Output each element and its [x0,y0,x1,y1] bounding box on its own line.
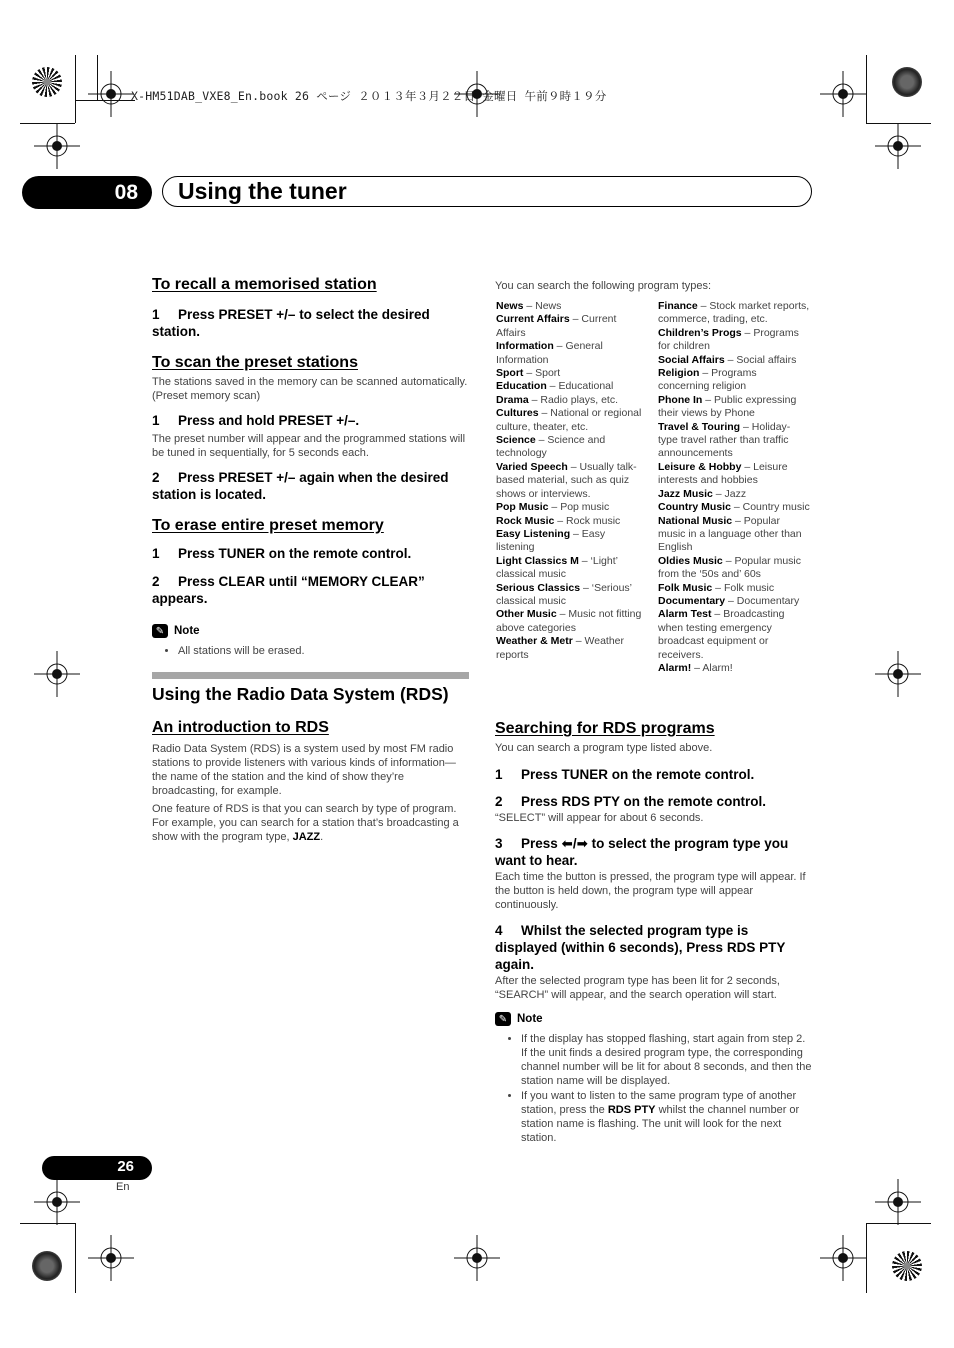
page-number: 26 [117,1158,134,1175]
pencil-note-icon: ✎ [152,624,168,638]
program-type-item: News – News [496,300,562,312]
search-step-3-desc: Each time the button is pressed, the program type will appear. If the button is held down, the program type will appear continuously. [495,871,806,911]
program-type-item: Information – General Information [496,340,603,366]
section-divider [152,672,469,679]
crosshair-icon [34,651,80,697]
program-type-item: Education – Educational [496,380,614,393]
crosshair-icon [34,123,80,169]
rds-intro-heading: An introduction to RDS [152,719,329,736]
registration-disc-icon [892,1251,922,1281]
chapter-number: 08 [114,181,138,204]
program-type-item: Light Classics M – ‘Light’ classical music [496,554,618,581]
note-list [495,1032,813,1145]
search-step-3: 3 Press ⬅/➡ to select the program type you want to hear. [495,836,789,868]
search-step-1: 1 Press TUNER on the remote control. [495,767,755,782]
registration-disc-icon [32,67,62,97]
note-list [152,644,469,658]
program-type-item: Easy Listening – Easy listening [496,527,606,554]
crosshair-icon [875,1179,921,1225]
scan-step-1: 1 Press and hold PRESET +/–. [152,413,360,428]
search-heading: Searching for RDS programs [495,720,715,737]
crosshair-icon [875,651,921,697]
program-types-list-right [658,300,810,675]
program-type-item: Alarm Test – Broadcasting when testing emergency broadcast equipment or receivers. [658,608,785,661]
search-step-4: 4 Whilst the selected program type is displayed (within 6 seconds), Press RDS PTY again. [495,923,786,972]
search-step-2-desc: “SELECT” will appear for about 6 seconds. [495,812,704,824]
page-number-badge [42,1156,152,1180]
program-type-item: Oldies Music – Popular music from the ‘50s and’ 60s [658,554,801,581]
pencil-note-icon: ✎ [495,1012,511,1026]
crosshair-icon [875,123,921,169]
program-types-list-left [496,300,646,662]
program-type-item: National Music – Popular music in a language other than English [658,514,802,554]
crosshair-icon [454,1235,500,1281]
program-type-item: Travel & Touring – Holiday-type travel rather than traffic announcements [658,420,791,460]
scan-intro: The stations saved in the memory can be scanned automatically. (Preset memory scan) [152,376,468,402]
crosshair-icon [820,71,866,117]
program-type-item: Alarm! – Alarm! [658,661,733,674]
left-column [152,276,469,844]
recall-step-1: 1 Press PRESET +/– to select the desired station. [152,307,430,339]
language-code: En [116,1181,130,1193]
program-type-item: Social Affairs – Social affairs [658,353,797,366]
program-type-item: Other Music – Music not fitting above categories [496,608,642,634]
search-step-4-desc: After the selected program type has been lit for 2 seconds, “SEARCH” will appear, and the search operation will start. [495,975,780,1001]
registration-disc-icon [892,67,922,97]
program-types-intro: You can search the following program types: [495,280,712,292]
erase-step-1: 1 Press TUNER on the remote control. [152,546,412,561]
program-type-item: Documentary – Documentary [658,594,800,607]
note-heading: ✎ Note [152,624,469,638]
rds-intro-paragraph-2: One feature of RDS is that you can search by type of program. For example, you can search for a station that’s broadcasting a show with the program type, JAZZ. [152,803,459,843]
program-type-item: Pop Music – Pop music [496,501,610,514]
program-type-item: Current Affairs – Current Affairs [496,313,617,339]
registration-disc-icon [32,1251,62,1281]
recall-heading: To recall a memorised station [152,276,377,293]
program-type-item: Serious Classics – ‘Serious’ classical music [496,581,632,607]
program-type-item: Leisure & Hobby – Leisure interests and hobbies [658,460,788,487]
program-type-item: Rock Music – Rock music [496,514,621,527]
rds-intro-paragraph-1: Radio Data System (RDS) is a system used by most FM radio stations to provide listeners with various kinds of information—the name of the station and the kind of show they’re broadcasting, for example. [152,743,456,797]
search-step-2: 2 Press RDS PTY on the remote control. [495,794,767,809]
note-item: • If the display has stopped flashing, start again from step 2. If the unit finds a desired program type, the corresponding channel number will be lit for about 8 seconds, and then the station name will be displayed. [521,1032,813,1088]
program-type-item: Jazz Music – Jazz [658,487,747,500]
crosshair-icon [88,1235,134,1281]
note-item: • All stations will be erased. [178,644,469,658]
program-type-item: Varied Speech – Usually talk-based material, such as quiz shows or interviews. [496,460,637,500]
search-section [495,720,813,1146]
erase-heading: To erase entire preset memory [152,517,384,534]
program-type-item: Weather & Metr – Weather reports [496,635,625,661]
scan-step-2: 2 Press PRESET +/– again when the desired station is located. [152,470,449,502]
program-type-item: Country Music – Country music [658,501,810,514]
erase-step-2: 2 Press CLEAR until “MEMORY CLEAR” appears. [152,574,425,606]
program-type-item: Cultures – National or regional culture, theater, etc. [496,407,642,433]
crosshair-icon [820,1235,866,1281]
search-intro: You can search a program type listed above. [495,742,713,754]
scan-heading: To scan the preset stations [152,354,358,371]
program-type-item: Folk Music – Folk music [658,581,775,594]
crosshair-icon [88,71,134,117]
program-type-item: Drama – Radio plays, etc. [496,393,618,406]
chapter-title: Using the tuner [178,178,347,204]
rds-section-heading: Using the Radio Data System (RDS) [152,684,449,704]
note-heading: ✎ Note [495,1012,813,1026]
note-item: • If you want to listen to the same program type of another station, press the RDS PTY whilst the channel number or station name is flashing. The unit will look for the next station. [521,1089,813,1145]
chapter-number-badge [22,176,152,209]
program-type-item: Religion – Programs concerning religion [658,367,757,393]
crosshair-icon [34,1179,80,1225]
program-type-item: Science – Science and technology [496,434,606,460]
program-type-item: Phone In – Public expressing their views by Phone [658,393,797,420]
scan-step-1-desc: The preset number will appear and the programmed stations will be tuned in sequentially, for 5 seconds each. [152,433,466,459]
program-type-item: Finance – Stock market reports, commerce, trading, etc. [658,300,810,326]
program-type-item: Children’s Progs – Programs for children [658,326,799,353]
print-header: X-HM51DAB_VXE8_En.book 26 ページ ２０１３年３月２２日 金曜日 午前９時１９分 [131,89,607,103]
program-type-item: Sport – Sport [496,367,561,380]
